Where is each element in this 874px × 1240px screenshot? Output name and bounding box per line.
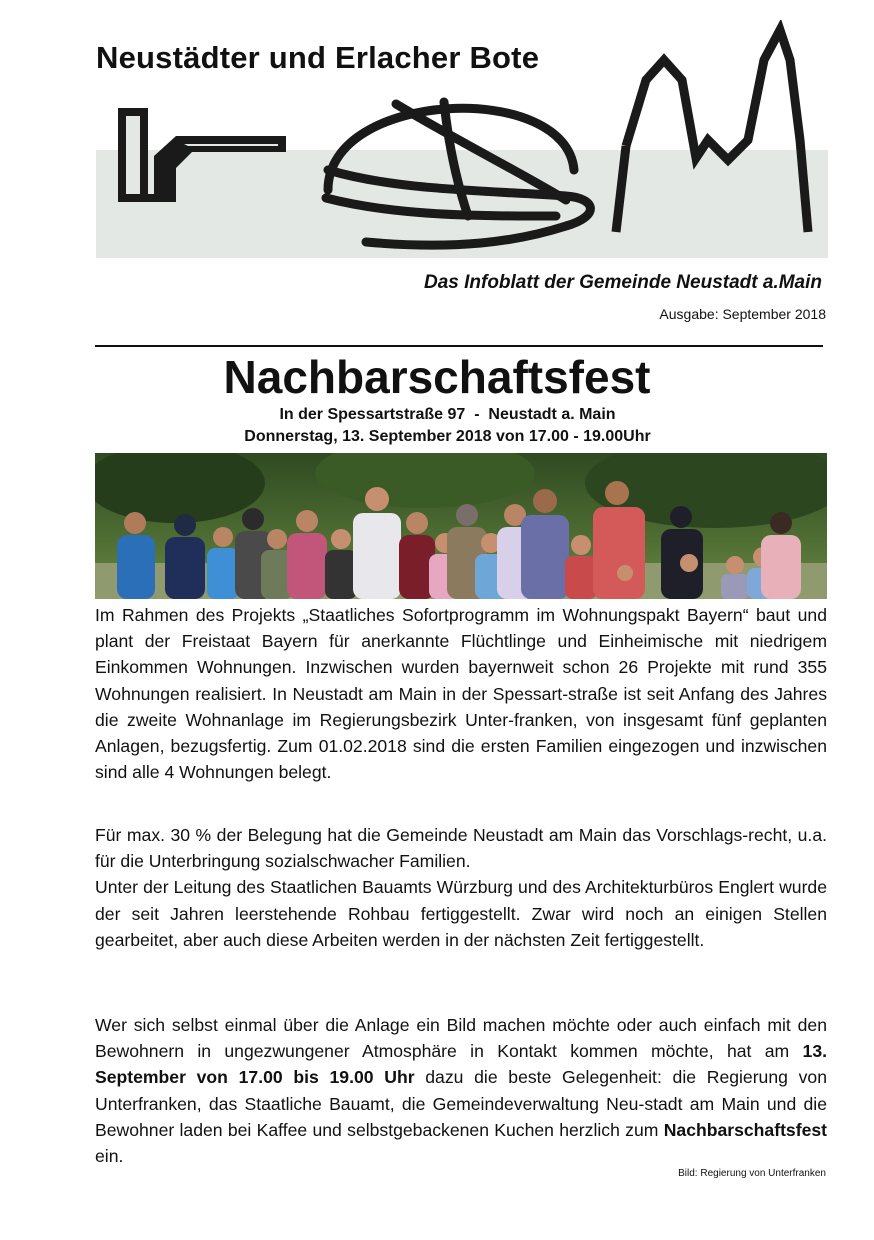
divider-rule: [95, 345, 823, 347]
paragraph-text-part: ein.: [95, 1146, 124, 1167]
article-paragraph-3: [95, 1012, 827, 1169]
issue-date: Ausgabe: September 2018: [659, 306, 826, 322]
article-headline: Nachbarschaftsfest: [223, 351, 651, 403]
paragraph-text-part: dazu die beste Gelegenheit: die Regierung von Unterfranken, das Staatliche Bauamt, die Gemeindeverwaltung Neu-stadt am Main und die Bewohner laden bei Kaffee und selbstgebackenen Kuchen herzlich zum: [95, 1067, 827, 1140]
paragraph-text: Unter der Leitung des Staatlichen Bauamts Würzburg und des Architekturbüros Englert wurde der seit Jahren leerstehende Rohbau fertiggestellt. Zwar wird noch an einigen Stellen gearbeitet, aber auch diese Arbeiten werden in der nächsten Zeit fertiggestellt.: [95, 877, 827, 950]
newspaper-subtitle: Das Infoblatt der Gemeinde Neustadt a.Main: [423, 272, 822, 293]
event-time-emphasis: 13. September von 17.00 bis 19.00 Uhr: [95, 1041, 827, 1088]
event-location: In der Spessartstraße 97 - Neustadt a. Main: [279, 406, 616, 423]
article-paragraph-2: [95, 822, 827, 953]
paragraph-text-part: Wer sich selbst einmal über die Anlage ein Bild machen möchte oder auch einfach mit den Bewohnern in ungezwungener Atmosphäre in Kontakt kommen möchte, hat am: [95, 1015, 827, 1062]
article-paragraph-1: [95, 602, 827, 785]
paragraph-text: [95, 1012, 827, 1169]
paragraph-text: Im Rahmen des Projekts „Staatliches Sofortprogramm im Wohnungspakt Bayern“ baut und plant der Freistaat Bayern für anerkannte Flüchtlinge und Einheimische mit niedrigem Einkommen Wohnungen. Inzwischen wurden bayernweit schon 26 Projekte mit rund 355 Wohnungen realisiert. In Neustadt am Main in der Spessart-straße ist seit Anfang des Jahres die zweite Wohnanlage im Regierungsbezirk Unter-franken, von insgesamt fünf geplanten Anlagen, bezugsfertig. Zum 01.02.2018 sind die ersten Familien eingezogen und inzwischen sind alle 4 Wohnungen belegt.: [95, 605, 827, 783]
event-date: Donnerstag, 13. September 2018 von 17.00 - 19.00Uhr: [244, 428, 651, 445]
newspaper-title: Neustädter und Erlacher Bote: [96, 40, 540, 75]
event-name-emphasis: Nachbarschaftsfest: [663, 1119, 827, 1140]
photo-credit: Bild: Regierung von Unterfranken: [678, 1168, 826, 1179]
paragraph-text: Für max. 30 % der Belegung hat die Gemeinde Neustadt am Main das Vorschlags-recht, u.a. für die Unterbringung sozialschwacher Familien.: [95, 825, 827, 872]
group-photo: [95, 453, 827, 599]
